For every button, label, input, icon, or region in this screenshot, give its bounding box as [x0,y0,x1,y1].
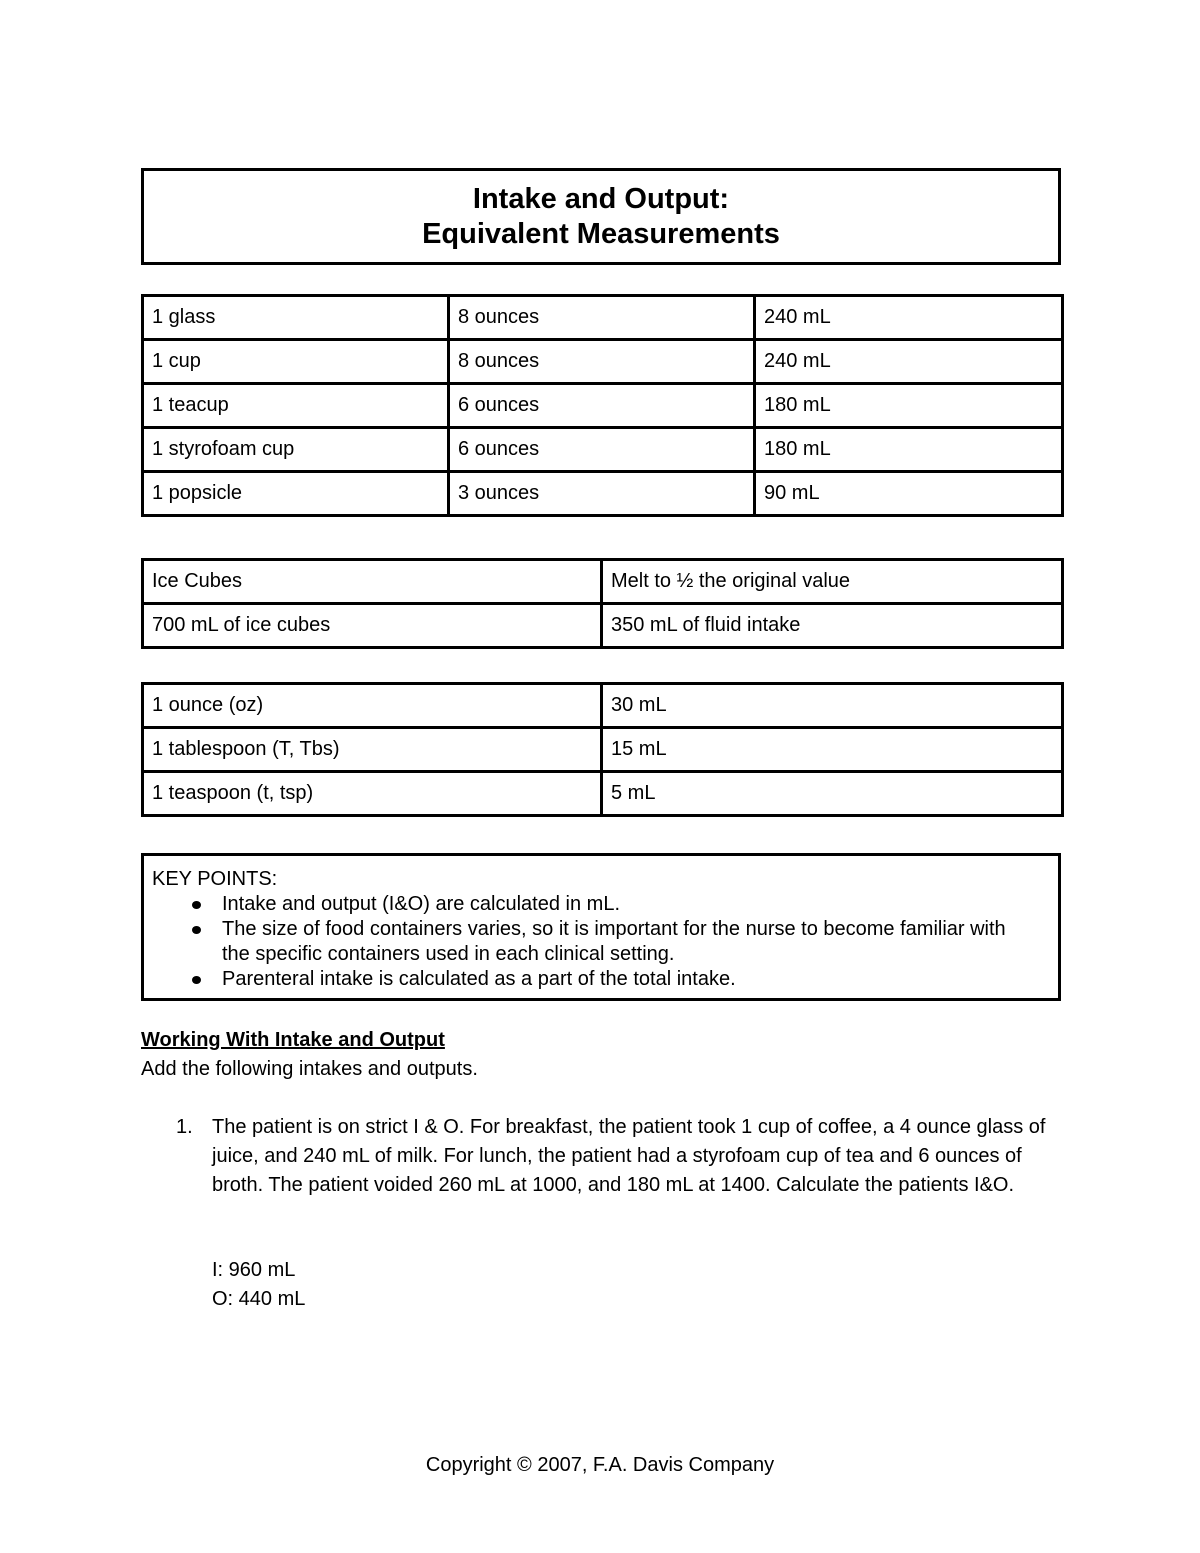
answer-intake: I: 960 mL [212,1259,296,1281]
table-row [143,772,1063,816]
table-cell: 8 ounces [449,296,755,340]
key-points-list [152,892,1050,992]
key-point-text: The size of food containers varies, so it is important for the nurse to become familiar with the specific containers used in each clinical setting. [222,918,1006,965]
table-row [143,384,1063,428]
equivalent-measurements-table [141,294,1064,517]
copyright-footer: Copyright © 2007, F.A. Davis Company [425,1454,775,1476]
question-number: 1. [176,1116,193,1138]
table-cell: Ice Cubes [143,560,602,604]
question-text: The patient is on strict I & O. For breakfast, the patient took 1 cup of coffee, a 4 ounce glass of juice, and 240 mL of milk. For lunch, the patient had a styrofoam cup of tea and 6 ounces of broth. The patient voided 260 mL at 1000, and 180 mL at 1400. Calculate the patients I&O. [212,1116,1046,1196]
table-row [143,472,1063,516]
title-line-1: Intake and Output: [472,182,730,215]
table-cell: 1 glass [143,296,449,340]
table-cell: 700 mL of ice cubes [143,604,602,648]
table-cell: 1 tablespoon (T, Tbs) [143,728,602,772]
section-heading: Working With Intake and Output [141,1029,445,1051]
table-cell: 1 ounce (oz) [143,684,602,728]
table-cell: 1 teaspoon (t, tsp) [143,772,602,816]
key-points-box [141,853,1061,1001]
spoon-measurements-table [141,682,1064,817]
key-point-text: Parenteral intake is calculated as a part of the total intake. [222,968,736,990]
table-cell: 240 mL [755,340,1063,384]
table-row [143,560,1063,604]
answers-block [212,1256,305,1314]
table-row [143,728,1063,772]
table-row [143,604,1063,648]
bullet-icon [192,901,201,909]
table-cell: Melt to ½ the original value [602,560,1063,604]
table-row [143,296,1063,340]
question-1 [176,1113,1056,1200]
key-point-text: Intake and output (I&O) are calculated in mL. [222,893,620,915]
answer-output: O: 440 mL [212,1288,306,1310]
table-cell: 180 mL [755,384,1063,428]
table-cell: 6 ounces [449,384,755,428]
bullet-icon [192,926,201,934]
list-item [152,892,1050,917]
document-title-box [141,168,1061,265]
table-cell: 1 styrofoam cup [143,428,449,472]
table-row [143,340,1063,384]
table-cell: 8 ounces [449,340,755,384]
table-cell: 240 mL [755,296,1063,340]
ice-cubes-table [141,558,1064,649]
title-line-2: Equivalent Measurements [422,217,780,250]
table-cell: 6 ounces [449,428,755,472]
section-intro: Add the following intakes and outputs. [141,1058,478,1080]
table-cell: 15 mL [602,728,1063,772]
table-row [143,684,1063,728]
table-cell: 1 popsicle [143,472,449,516]
table-cell: 180 mL [755,428,1063,472]
key-points-heading: KEY POINTS: [152,868,278,890]
table-cell: 1 cup [143,340,449,384]
table-cell: 30 mL [602,684,1063,728]
table-cell: 90 mL [755,472,1063,516]
table-cell: 3 ounces [449,472,755,516]
table-cell: 1 teacup [143,384,449,428]
table-row [143,428,1063,472]
list-item [152,917,1050,967]
bullet-icon [192,976,201,984]
list-item [152,967,1050,992]
table-cell: 5 mL [602,772,1063,816]
table-cell: 350 mL of fluid intake [602,604,1063,648]
